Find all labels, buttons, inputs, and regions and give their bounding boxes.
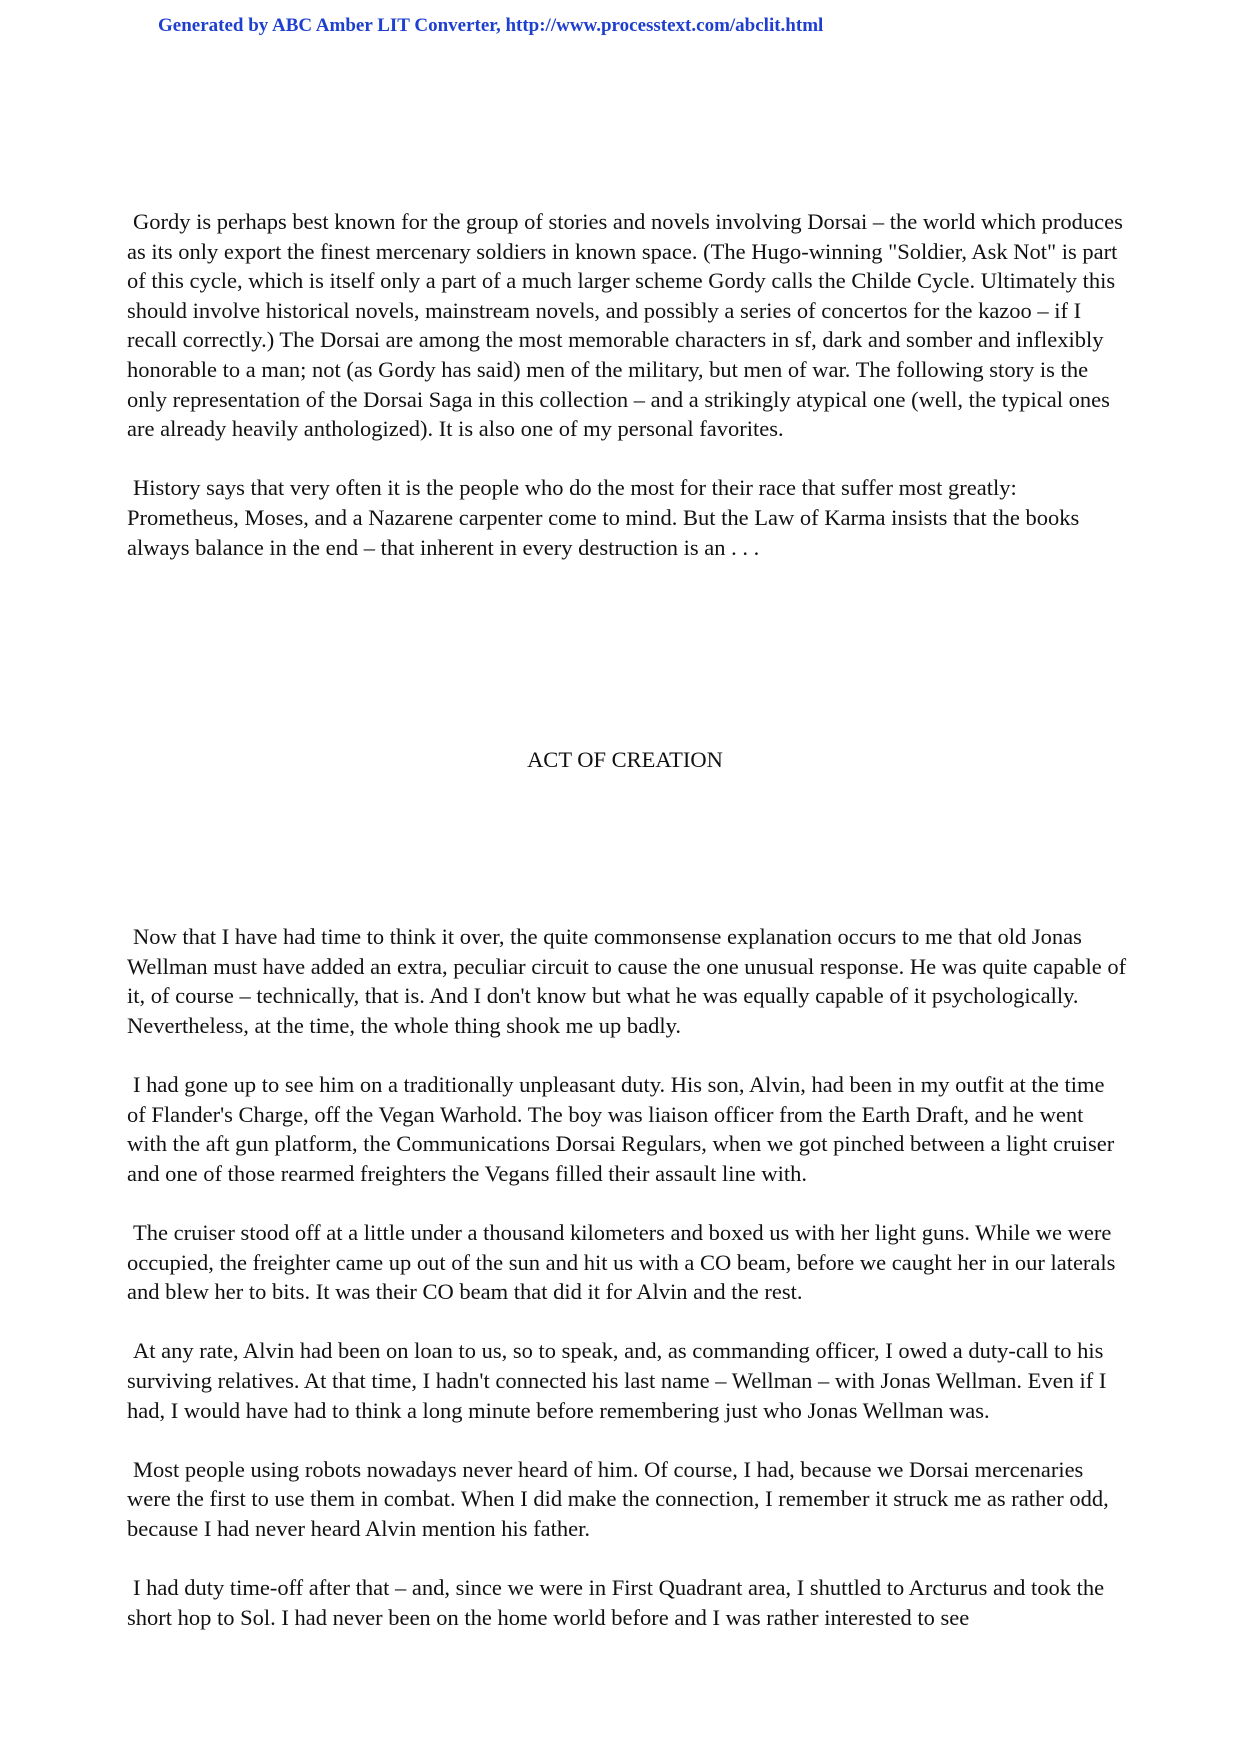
story-paragraph: Most people using robots nowadays never heard of him. Of course, I had, because we Dorsai mercenaries were the first to use them in combat. When I did make the connection, I remember it struck me as rather odd, because I had never heard Alvin mention his father.: [127, 1456, 1109, 1541]
story-section: [127, 922, 1127, 1632]
story-paragraph: At any rate, Alvin had been on loan to us, so to speak, and, as commanding officer, I owed a duty-call to his surviving relatives. At that time, I hadn't connected his last name – Wellman – with Jonas Wellman. Even if I had, I would have had to think a long minute before remembering just who Jonas Wellman was.: [127, 1338, 1107, 1423]
intro-paragraph: Gordy is perhaps best known for the group of stories and novels involving Dorsai – the world which produces as its only export the finest mercenary soldiers in known space. (The Hugo-winning "Soldier, Ask Not" is part of this cycle, which is itself only a part of a much larger scheme Gordy calls the Childe Cycle. Ultimately this should involve historical novels, mainstream novels, and possibly a series of concertos for the kazoo – if I recall correctly.) The Dorsai are among the most memorable characters in sf, dark and somber and inflexibly honorable to a man; not (as Gordy has said) men of the military, but men of war. The following story is the only representation of the Dorsai Saga in this collection – and a strikingly atypical one (well, the typical ones are already heavily anthologized). It is also one of my personal favorites.: [127, 209, 1123, 442]
story-title: ACT OF CREATION: [527, 747, 723, 772]
story-paragraph: The cruiser stood off at a little under a thousand kilometers and boxed us with her light guns. While we were occupied, the freighter came up out of the sun and hit us with a CO beam, before we caught her in our laterals and blew her to bits. It was their CO beam that did it for Alvin and the rest.: [127, 1219, 1116, 1305]
converter-header-link[interactable]: Generated by ABC Amber LIT Converter, http://www.processtext.com/abclit.html: [158, 15, 824, 36]
intro-paragraph: History says that very often it is the people who do the most for their race that suffer most greatly: Prometheus, Moses, and a Nazarene carpenter come to mind. But the Law of Karma insists that the books always balance in the end – that inherent in every destruction is an . . .: [127, 475, 1080, 560]
intro-section: [127, 207, 1127, 562]
story-paragraph: Now that I have had time to think it over, the quite commonsense explanation occurs to me that old Jonas Wellman must have added an extra, peculiar circuit to cause the one unusual response. He was quite capable of it, of course – technically, that is. And I don't know but what he was equally capable of it psychologically. Nevertheless, at the time, the whole thing shook me up badly.: [127, 924, 1127, 1038]
story-paragraph: I had gone up to see him on a traditionally unpleasant duty. His son, Alvin, had been in my outfit at the time of Flander's Charge, off the Vegan Warhold. The boy was liaison officer from the Earth Draft, and he went with the aft gun platform, the Communications Dorsai Regulars, when we got pinched between a light cruiser and one of those rearmed freighters the Vegans filled their assault line with.: [127, 1071, 1115, 1186]
story-paragraph: I had duty time-off after that – and, since we were in First Quadrant area, I shuttled to Arcturus and took the short hop to Sol. I had never been on the home world before and I was rather interested to see: [127, 1575, 1105, 1630]
